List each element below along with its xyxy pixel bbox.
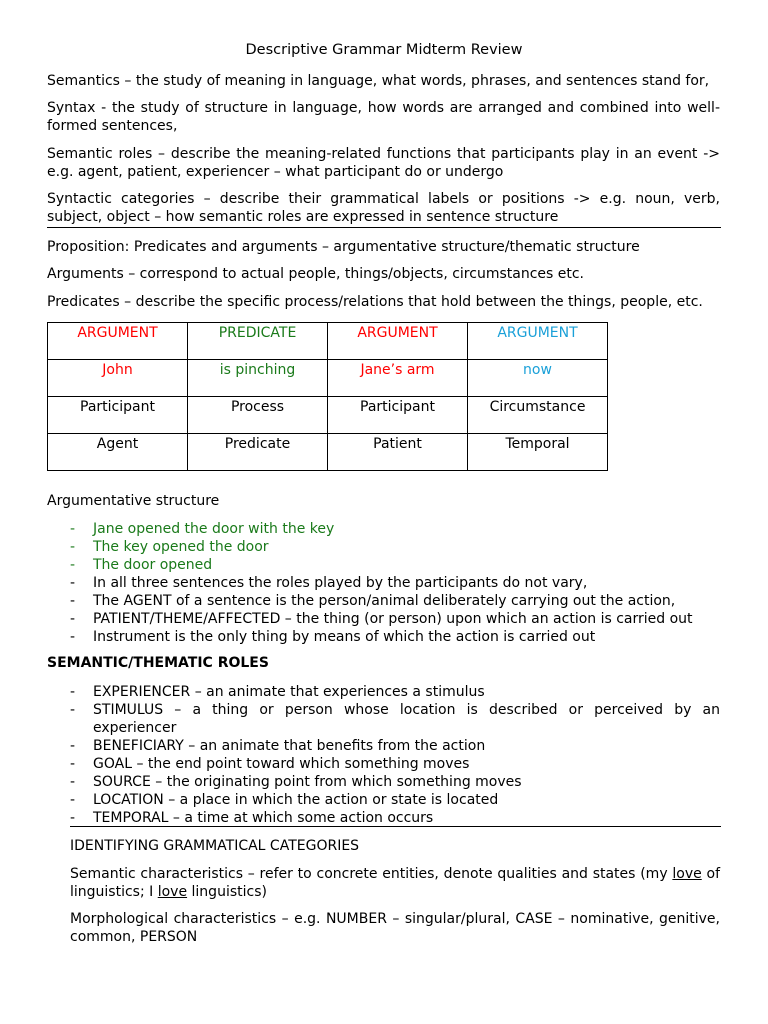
list-dash: - [70,593,76,609]
list-item-text: TEMPORAL – a time at which some action occurs [93,810,434,826]
list-item-text: The door opened [93,557,213,573]
syntactic-categories-definition: Syntactic categories – describe their grammatical labels or positions -> e.g. noun, verb, subject, object – how semantic roles are expressed in sentence structure [47,191,720,225]
list-item-text: The key opened the door [93,539,269,555]
section-divider [47,227,721,228]
table-cell: ARGUMENT [328,323,468,360]
table-row [48,397,608,434]
table-cell: Predicate [188,434,328,471]
table-cell: Patient [328,434,468,471]
table-cell: Participant [328,397,468,434]
argumentative-list [70,520,720,646]
list-dash: - [70,611,76,627]
table-cell: Participant [48,397,188,434]
table-cell: now [468,360,608,397]
list-item [70,773,720,791]
list-dash: - [70,756,76,772]
syntax-definition: Syntax - the study of structure in language, how words are arranged and combined into well-formed sentences, [47,100,720,134]
list-item [70,574,720,592]
list-item-text: Instrument is the only thing by means of which the action is carried out [93,629,596,645]
list-dash: - [70,557,76,573]
list-item [70,755,720,773]
love-example-noun: love [672,866,702,882]
semantic-text-c: linguistics) [187,884,267,900]
list-item [70,556,720,574]
list-item-text: BENEFICIARY – an animate that benefits from the action [93,738,486,754]
arguments-line: Arguments – correspond to actual people, things/objects, circumstances etc. [47,266,585,282]
list-item [70,520,720,538]
argument-structure-table [47,322,608,471]
list-item [70,701,720,737]
predicates-line: Predicates – describe the specific process/relations that hold between the things, people, etc. [47,294,703,310]
list-item-text: SOURCE – the originating point from which something moves [93,774,522,790]
table-row [48,360,608,397]
list-dash: - [70,521,76,537]
list-item [70,791,720,809]
semantic-text-a: Semantic characteristics – refer to concrete entities, denote qualities and states (my [70,866,673,882]
list-item [70,538,720,556]
list-item [70,737,720,755]
list-dash: - [70,738,76,754]
section-divider [70,826,721,827]
list-item-text: The AGENT of a sentence is the person/animal deliberately carrying out the action, [93,593,676,609]
table-cell: Circumstance [468,397,608,434]
table-cell: ARGUMENT [48,323,188,360]
list-item-text: STIMULUS – a thing or person whose location is described or perceived by an experiencer [93,702,720,736]
table-cell: Agent [48,434,188,471]
list-item [70,809,720,827]
thematic-roles-heading: SEMANTIC/THEMATIC ROLES [47,655,269,671]
thematic-roles-list [70,683,720,827]
table-cell: is pinching [188,360,328,397]
list-dash: - [70,774,76,790]
list-item-text: PATIENT/THEME/AFFECTED – the thing (or person) upon which an action is carried out [93,611,693,627]
list-dash: - [70,575,76,591]
table-cell: ARGUMENT [468,323,608,360]
table-row [48,323,608,360]
list-dash: - [70,810,76,826]
list-dash: - [70,684,76,700]
semantic-characteristics [70,865,720,901]
table-cell: John [48,360,188,397]
list-dash: - [70,539,76,555]
page-title: Descriptive Grammar Midterm Review [245,42,523,58]
list-item [70,592,720,610]
table-cell: Process [188,397,328,434]
list-item-text: LOCATION – a place in which the action or state is located [93,792,499,808]
proposition-line: Proposition: Predicates and arguments – argumentative structure/thematic structure [47,239,640,255]
list-dash: - [70,792,76,808]
love-example-verb: love [157,884,188,900]
table-cell: Temporal [468,434,608,471]
semantic-text-b: of linguistics; I [70,866,720,900]
morphological-characteristics: Morphological characteristics – e.g. NUMBER – singular/plural, CASE – nominative, genitive, common, PERSON [70,911,720,945]
table-row [48,434,608,471]
list-item [70,610,720,628]
list-item [70,628,720,646]
table-cell: Jane’s arm [328,360,468,397]
list-item [70,683,720,701]
semantics-definition: Semantics – the study of meaning in language, what words, phrases, and sentences stand for, [47,73,710,89]
list-item-text: Jane opened the door with the key [93,521,335,537]
argumentative-structure-heading: Argumentative structure [47,493,220,509]
list-item-text: In all three sentences the roles played by the participants do not vary, [93,575,588,591]
list-item-text: GOAL – the end point toward which something moves [93,756,470,772]
identifying-categories-heading: IDENTIFYING GRAMMATICAL CATEGORIES [70,838,360,854]
semantic-roles-definition: Semantic roles – describe the meaning-related functions that participants play in an event -> e.g. agent, patient, experiencer – what participant do or undergo [47,146,720,180]
list-dash: - [70,629,76,645]
table-cell: PREDICATE [188,323,328,360]
list-item-text: EXPERIENCER – an animate that experiences a stimulus [93,684,485,700]
list-dash: - [70,702,76,718]
